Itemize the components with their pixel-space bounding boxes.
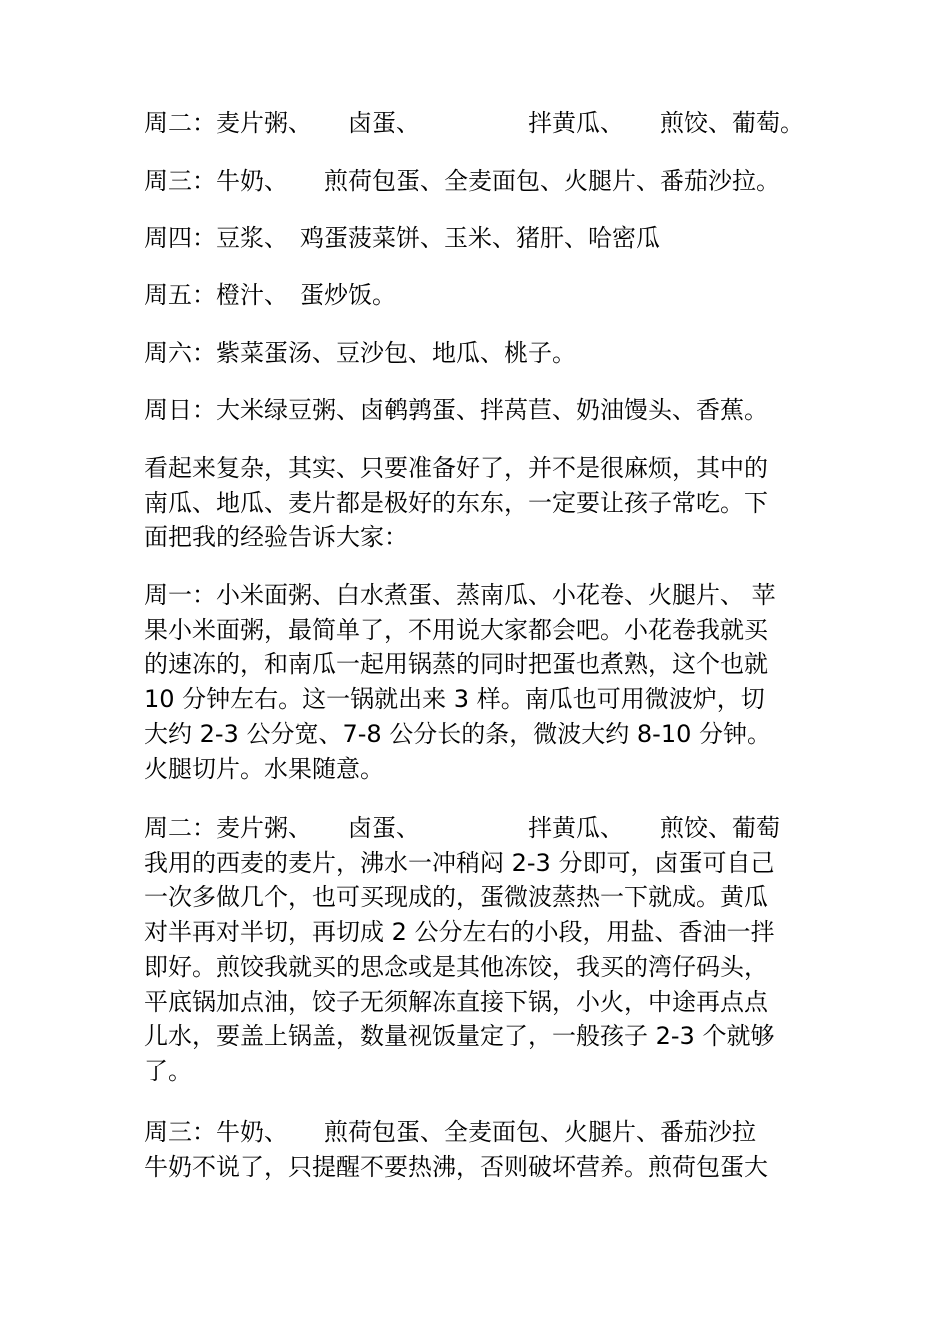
paragraph-line: 对半再对半切，再切成 2 公分左右的小段，用盐、香油一拌 bbox=[144, 918, 775, 947]
paragraph-line: 大约 2-3 公分宽、7-8 公分长的条，微波大约 8-10 分钟。 bbox=[144, 719, 772, 748]
paragraph-line: 南瓜、地瓜、麦片都是极好的东东，一定要让孩子常吃。下 bbox=[144, 488, 768, 517]
schedule-line-wednesday: 周三：牛奶、 煎荷包蛋、全麦面包、火腿片、番茄沙拉。 bbox=[144, 167, 780, 195]
paragraph-line: 即好。煎饺我就买的思念或是其他冻饺，我买的湾仔码头， bbox=[144, 952, 768, 981]
monday-paragraph bbox=[144, 578, 824, 786]
paragraph-line: 面把我的经验告诉大家： bbox=[144, 523, 408, 552]
schedule-line-saturday: 周六：紫菜蛋汤、豆沙包、地瓜、桃子。 bbox=[144, 339, 576, 367]
tuesday-paragraph bbox=[144, 811, 824, 1089]
paragraph-line: 10 分钟左右。这一锅就出来 3 样。南瓜也可用微波炉，切 bbox=[144, 685, 765, 714]
schedule-line-thursday: 周四：豆浆、 鸡蛋菠菜饼、玉米、猪肝、哈密瓜 bbox=[144, 224, 660, 252]
intro-paragraph bbox=[144, 451, 824, 555]
paragraph-line: 儿水，要盖上锅盖，数量视饭量定了，一般孩子 2-3 个就够 bbox=[144, 1022, 775, 1051]
wednesday-paragraph bbox=[144, 1115, 824, 1184]
schedule-line-sunday: 周日：大米绿豆粥、卤鹌鹑蛋、拌莴苣、奶油馒头、香蕉。 bbox=[144, 396, 768, 424]
paragraph-line: 火腿切片。水果随意。 bbox=[144, 754, 384, 783]
schedule-line-tuesday: 周二：麦片粥、 卤蛋、 拌黄瓜、 煎饺、葡萄。 bbox=[144, 109, 804, 137]
paragraph-line: 牛奶不说了，只提醒不要热沸，否则破坏营养。煎荷包蛋大 bbox=[144, 1152, 768, 1181]
paragraph-line: 果小米面粥，最简单了，不用说大家都会吧。小花卷我就买 bbox=[144, 615, 768, 644]
paragraph-line: 周三：牛奶、 煎荷包蛋、全麦面包、火腿片、番茄沙拉 bbox=[144, 1118, 756, 1146]
paragraph-line: 的速冻的，和南瓜一起用锅蒸的同时把蛋也煮熟，这个也就 bbox=[144, 650, 768, 679]
paragraph-line: 周二：麦片粥、 卤蛋、 拌黄瓜、 煎饺、葡萄 bbox=[144, 814, 780, 842]
schedule-line-friday: 周五：橙汁、 蛋炒饭。 bbox=[144, 281, 396, 309]
paragraph-line: 我用的西麦的麦片，沸水一冲稍闷 2-3 分即可，卤蛋可自己 bbox=[144, 848, 775, 877]
paragraph-line: 看起来复杂，其实、只要准备好了，并不是很麻烦，其中的 bbox=[144, 454, 768, 482]
paragraph-line: 一次多做几个，也可买现成的，蛋微波蒸热一下就成。黄瓜 bbox=[144, 883, 768, 912]
paragraph-line: 平底锅加点油，饺子无须解冻直接下锅，小火，中途再点点 bbox=[144, 987, 768, 1016]
paragraph-line: 周一：小米面粥、白水煮蛋、蒸南瓜、小花卷、火腿片、 苹 bbox=[144, 581, 776, 609]
paragraph-line: 了。 bbox=[144, 1056, 192, 1085]
